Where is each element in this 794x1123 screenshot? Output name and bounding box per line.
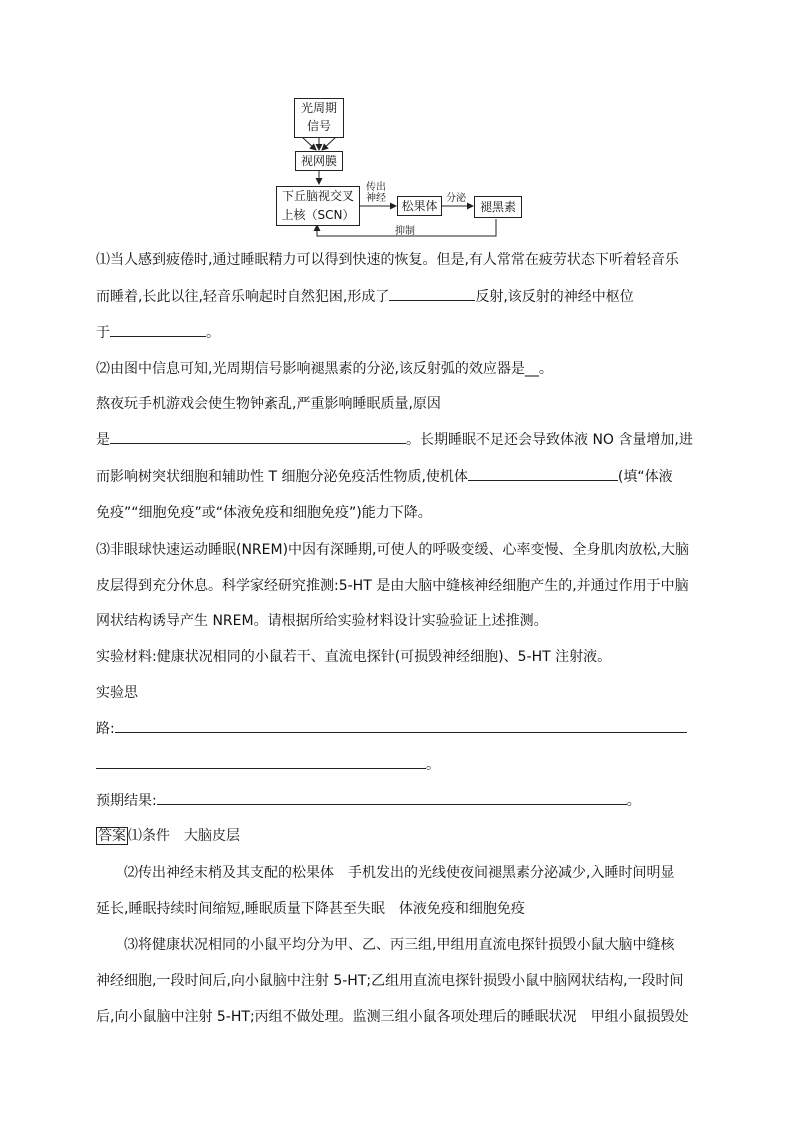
- q3-expected-line: [96, 790, 641, 810]
- answer-3-line-1: ⑶将健康状况相同的小鼠平均分为甲、乙、丙三组,甲组用直流电探针损毁小鼠大脑中缝核: [124, 937, 675, 953]
- edge-label-secrete: 分泌: [446, 193, 466, 204]
- answer-line-1: [96, 825, 240, 845]
- q3-blank-idea-2[interactable]: [96, 754, 426, 769]
- q2-blank-immunity[interactable]: [468, 466, 618, 481]
- q3-idea-line-1: [96, 718, 687, 738]
- q2-line-5: 免疫”“细胞免疫”或“体液免疫和细胞免疫”)能力下降。: [96, 505, 432, 521]
- q1-line-1: ⑴当人感到疲倦时,通过睡眠精力可以得到快速的恢复。但是,有人常常在疲劳状态下听着轻音乐: [96, 252, 679, 268]
- melatonin-box: 褪黑素: [474, 196, 522, 218]
- q3-blank-expected[interactable]: [157, 790, 627, 805]
- q3-expected-end: 。: [626, 793, 641, 809]
- q1-line-2-text-a: 而睡着,长此以往,轻音乐响起时自然犯困,形成了: [96, 289, 390, 305]
- retina-box: 视网膜: [295, 151, 343, 171]
- q2-line-4-text-b: (填“体液: [617, 469, 673, 485]
- edge-label-efferent-nerve: 传出 神经: [366, 182, 386, 204]
- answer-3-line-3: 后,向小鼠脑中注射 5-HT;丙组不做处理。监测三组小鼠各项处理后的睡眠状况 甲组小鼠损毁处: [96, 1009, 689, 1025]
- q2-line-3-text-a: 是: [96, 432, 110, 448]
- q3-materials: 实验材料:健康状况相同的小鼠若干、直流电探针(可损毁神经细胞)、5-HT 注射液。: [96, 649, 612, 665]
- q1-line-3: [96, 322, 220, 342]
- q2-blank-reason[interactable]: [110, 429, 406, 444]
- pineal-box: 松果体: [397, 196, 442, 216]
- q1-blank-reflex-type[interactable]: [389, 286, 475, 301]
- scn-box: 下丘脑视交叉 上核（SCN）: [276, 186, 360, 226]
- q2-line-4: [96, 466, 673, 486]
- answer-2-line-2: 延长,睡眠持续时间缩短,睡眠质量下降甚至失眠 体液免疫和细胞免疫: [96, 901, 525, 917]
- q2-line-1: ⑵由图中信息可知,光周期信号影响褪黑素的分泌,该反射弧的效应器是__。: [96, 361, 553, 377]
- q2-line-3-text-b: 。长期睡眠不足还会导致体液 NO 含量增加,进: [406, 432, 693, 448]
- q3-idea-end: 。: [426, 757, 440, 773]
- q2-line-2: 熬夜玩手机游戏会使生物钟紊乱,严重影响睡眠质量,原因: [96, 396, 441, 412]
- q2-line-3: [96, 429, 693, 449]
- q3-line-3: 网状结构诱导产生 NREM。请根据所给实验材料设计实验验证上述推测。: [96, 613, 548, 629]
- q1-line-2-text-b: 反射,该反射的神经中枢位: [475, 289, 634, 305]
- answer-1: ⑴条件 大脑皮层: [128, 828, 240, 844]
- answer-label: 答案: [98, 828, 126, 844]
- melatonin-regulation-diagram: [0, 0, 794, 240]
- answer-2-line-1: ⑵传出神经末梢及其支配的松果体 手机发出的光线使夜间褪黑素分泌减少,入睡时间明显: [124, 865, 675, 881]
- q3-idea-label-2: 路:: [96, 721, 115, 737]
- q1-line-3-text-b: 。: [206, 325, 220, 341]
- edge-label-inhibit: 抑制: [395, 226, 415, 237]
- q3-line-2: 皮层得到充分休息。科学家经研究推测:5-HT 是由大脑中缝核神经细胞产生的,并通过作用于中脑: [96, 578, 689, 594]
- q2-line-4-text-a: 而影响树突状细胞和辅助性 T 细胞分泌免疫活性物质,使机体: [96, 469, 468, 485]
- q3-blank-idea-1[interactable]: [115, 718, 687, 733]
- q3-idea-label: 实验思: [96, 685, 138, 701]
- q3-expected-label: 预期结果:: [96, 793, 157, 809]
- light-signal-box: 光周期 信号: [294, 98, 344, 138]
- answer-3-line-2: 神经细胞,一段时间后,向小鼠脑中注射 5-HT;乙组用直流电探针损毁小鼠中脑网状结构,一段时间: [96, 973, 684, 989]
- q3-idea-line-2: [96, 754, 440, 774]
- q1-blank-center[interactable]: [110, 322, 206, 337]
- q3-line-1: ⑶非眼球快速运动睡眠(NREM)中因有深睡期,可使人的呼吸变缓、心率变慢、全身肌肉放松,大脑: [96, 542, 689, 558]
- q1-line-3-text-a: 于: [96, 325, 110, 341]
- q1-line-2: [96, 286, 634, 306]
